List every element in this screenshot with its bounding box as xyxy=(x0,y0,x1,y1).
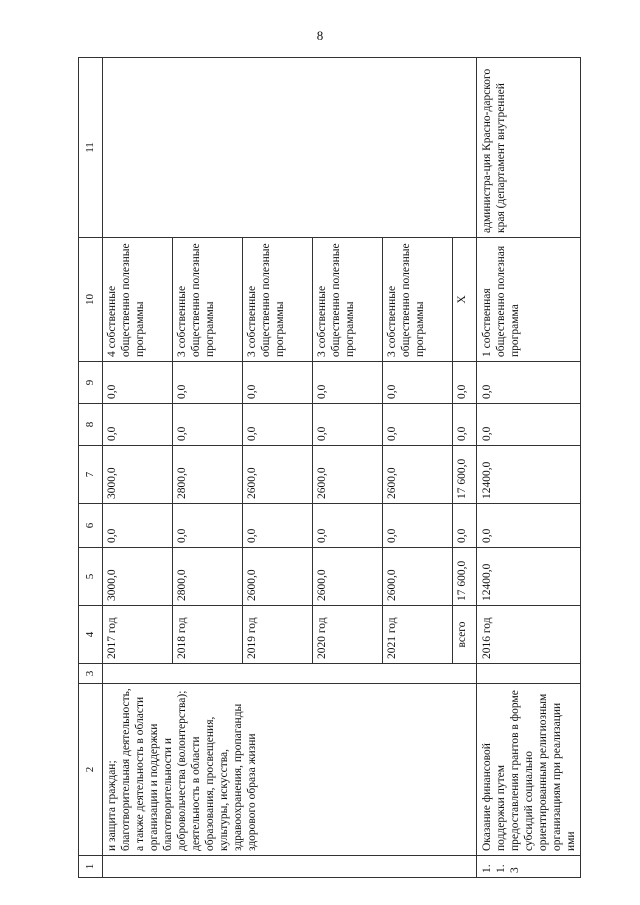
cell-external: 0,0 xyxy=(103,362,173,404)
header-col-6: 6 xyxy=(79,504,103,548)
header-col-5: 5 xyxy=(79,548,103,606)
cell-regional: 2600,0 xyxy=(243,446,313,504)
cell-result: 3 собственные общественно полезные программы xyxy=(173,238,243,362)
header-col-2: 2 xyxy=(79,684,103,856)
header-col-4: 4 xyxy=(79,606,103,664)
cell-description: и защита граждан; благотворительная деятельность, а также деятельность в области организации и поддержки благотворительности и добровольчества (волонтерства); деятельность в области образования, просвещения, культуры, искусства, здравоохранения, пропаганды здорового образа жизни xyxy=(103,684,477,856)
cell-local: 0,0 xyxy=(103,404,173,446)
rotated-table-container xyxy=(78,58,578,878)
cell-year: 2019 год xyxy=(243,606,313,664)
cell-col3 xyxy=(103,664,477,684)
cell-result: 3 собственные общественно полезные программы xyxy=(313,238,383,362)
header-col-9: 9 xyxy=(79,362,103,404)
cell-federal: 0,0 xyxy=(103,504,173,548)
header-col-11: 11 xyxy=(79,58,103,238)
cell-result: 3 собственные общественно полезные программы xyxy=(243,238,313,362)
cell-local: 0,0 xyxy=(243,404,313,446)
page-number: 8 xyxy=(316,28,324,43)
table-row-item-1-1-3 xyxy=(477,58,581,878)
cell-year: 2020 год xyxy=(313,606,383,664)
cell-total: 2600,0 xyxy=(383,548,453,606)
cell-external: 0,0 xyxy=(173,362,243,404)
cell-result: 3 собственные общественно полезные программы xyxy=(383,238,453,362)
cell-total: 3000,0 xyxy=(103,548,173,606)
cell-year: 2018 год xyxy=(173,606,243,664)
cell-regional: 12400,0 xyxy=(477,446,581,504)
header-col-10: 10 xyxy=(79,238,103,362)
cell-regional: 2600,0 xyxy=(313,446,383,504)
cell-regional: 3000,0 xyxy=(103,446,173,504)
cell-total: 2600,0 xyxy=(313,548,383,606)
cell-year: 2017 год xyxy=(103,606,173,664)
cell-result: Х xyxy=(453,238,477,362)
header-row xyxy=(79,58,103,878)
cell-regional: 2800,0 xyxy=(173,446,243,504)
cell-federal: 0,0 xyxy=(477,504,581,548)
cell-executor xyxy=(103,58,477,238)
header-col-7: 7 xyxy=(79,446,103,504)
cell-regional: 17 600,0 xyxy=(453,446,477,504)
cell-result: 4 собственные общественно полезные программы xyxy=(103,238,173,362)
header-col-1: 1 xyxy=(79,856,103,878)
cell-external: 0,0 xyxy=(243,362,313,404)
cell-number xyxy=(103,856,477,878)
cell-local: 0,0 xyxy=(477,404,581,446)
header-col-8: 8 xyxy=(79,404,103,446)
cell-year: 2021 год xyxy=(383,606,453,664)
cell-federal: 0,0 xyxy=(173,504,243,548)
cell-total: 2800,0 xyxy=(173,548,243,606)
cell-local: 0,0 xyxy=(173,404,243,446)
cell-federal: 0,0 xyxy=(453,504,477,548)
cell-federal: 0,0 xyxy=(383,504,453,548)
cell-number: 1.1.3 xyxy=(477,856,581,878)
cell-regional: 2600,0 xyxy=(383,446,453,504)
cell-col3 xyxy=(477,664,581,684)
header-col-3: 3 xyxy=(79,664,103,684)
cell-local: 0,0 xyxy=(453,404,477,446)
cell-total: 2600,0 xyxy=(243,548,313,606)
cell-total: 17 600,0 xyxy=(453,548,477,606)
cell-external: 0,0 xyxy=(477,362,581,404)
program-table xyxy=(78,57,581,878)
cell-local: 0,0 xyxy=(313,404,383,446)
cell-year: 2016 год xyxy=(477,606,581,664)
cell-federal: 0,0 xyxy=(243,504,313,548)
cell-external: 0,0 xyxy=(453,362,477,404)
table-row xyxy=(103,58,173,878)
cell-result: 1 собственная общественно полезная программа xyxy=(477,238,581,362)
cell-executor: администра-ция Красно-дарского края (департамент внутренней xyxy=(477,58,581,238)
cell-external: 0,0 xyxy=(313,362,383,404)
cell-total: 12400,0 xyxy=(477,548,581,606)
cell-federal: 0,0 xyxy=(313,504,383,548)
cell-external: 0,0 xyxy=(383,362,453,404)
cell-year: всего xyxy=(453,606,477,664)
cell-local: 0,0 xyxy=(383,404,453,446)
cell-description: Оказание финансовой поддержки путем предоставления грантов в форме субсидий социально ориентированным религиозным организациям при реализации ими xyxy=(477,684,581,856)
